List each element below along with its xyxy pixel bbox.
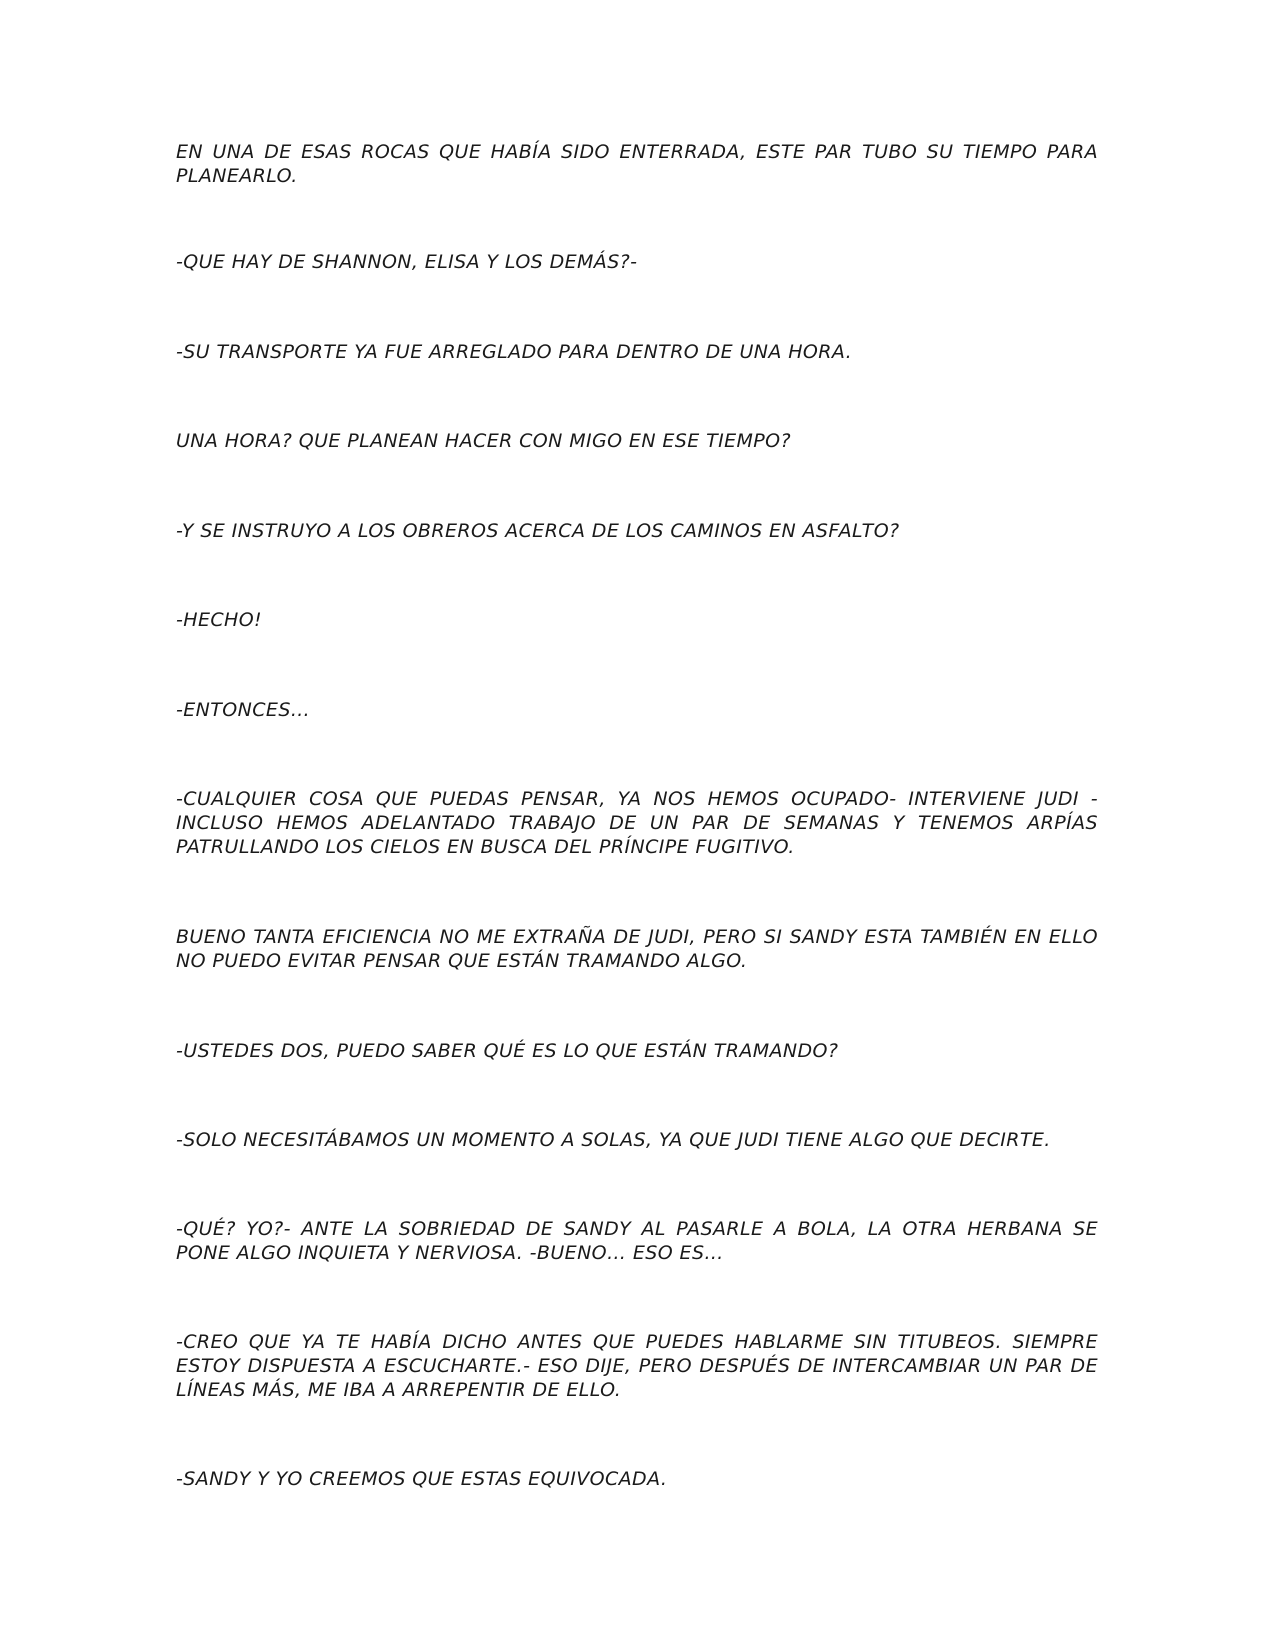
paragraph: -SANDY Y YO CREEMOS QUE ESTAS EQUIVOCADA.	[176, 1468, 668, 1490]
paragraph: -CREO QUE YA TE HABÍA DICHO ANTES QUE PUEDES HABLARME SIN TITUBEOS. SIEMPRE ESTOY DISPUESTA A ESCUCHARTE.- ESO DIJE, PERO DESPUÉS DE INTERCAMBIAR UN PAR DE LÍNEAS MÁS, ME IBA A ARREPENTIR DE ELLO.	[176, 1331, 1098, 1401]
paragraph: -USTEDES DOS, PUEDO SABER QUÉ ES LO QUE ESTÁN TRAMANDO?	[176, 1040, 839, 1062]
paragraph: UNA HORA? QUE PLANEAN HACER CON MIGO EN ESE TIEMPO?	[176, 430, 791, 452]
paragraph: -QUÉ? YO?- ANTE LA SOBRIEDAD DE SANDY AL PASARLE A BOLA, LA OTRA HERBANA SE PONE ALGO INQUIETA Y NERVIOSA. -BUENO… ESO ES…	[176, 1218, 1098, 1264]
paragraph: -HECHO!	[176, 609, 263, 631]
paragraph: -ENTONCES…	[176, 699, 311, 721]
paragraph: BUENO TANTA EFICIENCIA NO ME EXTRAÑA DE JUDI, PERO SI SANDY ESTA TAMBIÉN EN ELLO NO PUEDO EVITAR PENSAR QUE ESTÁN TRAMANDO ALGO.	[176, 926, 1098, 972]
paragraph: EN UNA DE ESAS ROCAS QUE HABÍA SIDO ENTERRADA, ESTE PAR TUBO SU TIEMPO PARA PLANEARLO.	[176, 141, 1098, 187]
paragraph: -CUALQUIER COSA QUE PUEDAS PENSAR, YA NOS HEMOS OCUPADO- INTERVIENE JUDI -INCLUSO HEMOS ADELANTADO TRABAJO DE UN PAR DE SEMANAS Y TENEMOS ARPÍAS PATRULLANDO LOS CIELOS EN BUSCA DEL PRÍNCIPE FUGITIVO.	[176, 788, 1098, 858]
paragraph: -SU TRANSPORTE YA FUE ARREGLADO PARA DENTRO DE UNA HORA.	[176, 341, 853, 363]
paragraph: -SOLO NECESITÁBAMOS UN MOMENTO A SOLAS, YA QUE JUDI TIENE ALGO QUE DECIRTE.	[176, 1129, 1051, 1151]
paragraph: -QUE HAY DE SHANNON, ELISA Y LOS DEMÁS?-	[176, 251, 638, 273]
paragraph: -Y SE INSTRUYO A LOS OBREROS ACERCA DE LOS CAMINOS EN ASFALTO?	[176, 520, 900, 542]
